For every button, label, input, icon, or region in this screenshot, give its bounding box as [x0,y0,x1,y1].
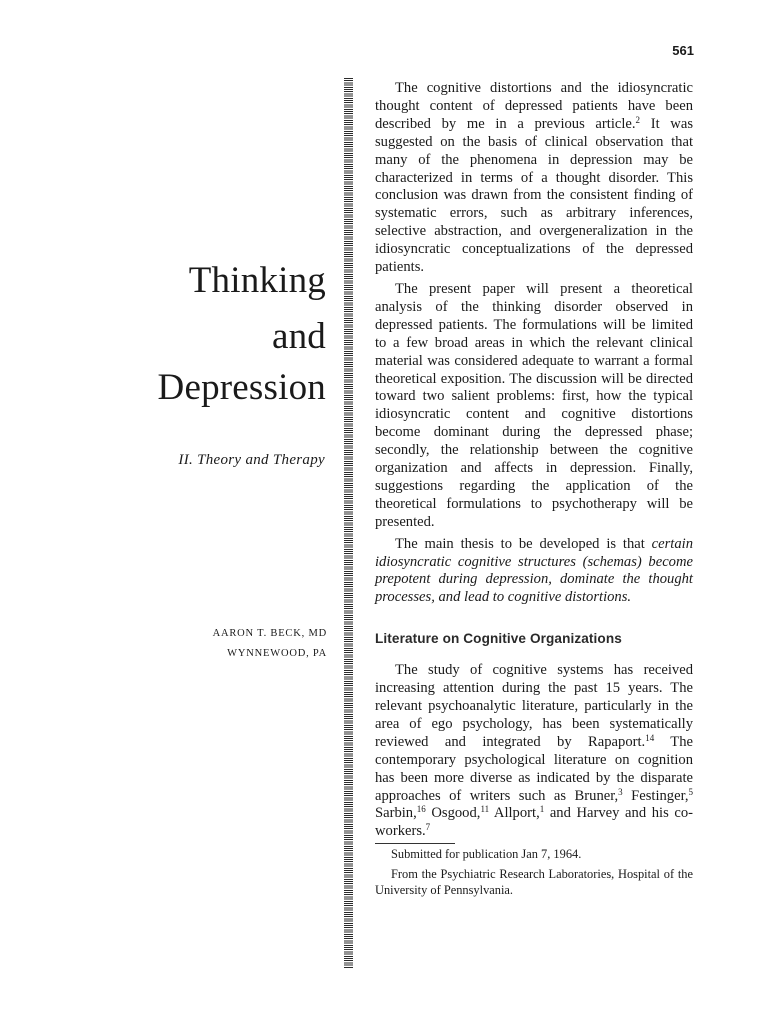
article-title-line-2: and [271,316,326,357]
body-text: Sarbin, [375,805,417,822]
footnote-divider [375,843,455,844]
body-text: The cognitive distortions and the idiosyncratic thought content of depressed patients have been described by me in a previous article. [375,80,693,132]
article-title-line-3: Depression [157,367,326,408]
body-text: Osgood, [425,805,481,822]
body-text: Allport, [489,805,540,822]
body-text: Festinger, [622,787,689,804]
body-paragraph-2: The present paper will present a theoretical analysis of the thinking disorder observed in depressed patients. The formulations will be limited to a few broad areas in which the relevant clinical material was considered adequate to warrant a formal theoretical exposition. The discussion will be directed toward two salient problems: first, how the typical idiosyncratic content and cognitive distortions become dominant during the depressed phase; secondly, the relationship between the cognitive organization and affects in depression. Finally, suggestions regarding the application of the theoretical formulations to psychotherapy will be presented. [375,280,693,530]
body-paragraph-4 [375,662,693,841]
section-heading: Literature on Cognitive Organizations [375,631,622,647]
footnote-affiliation: From the Psychiatric Research Laboratories, Hospital of the University of Pennsylvania. [375,867,693,898]
body-text: It was suggested on the basis of clinical observation that many of the phenomena in depression may be characterized in terms of a thought disorder. This conclusion was drawn from the consistent finding of systematic errors, such as arbitrary inferences, selective abstraction, and overgeneralization in the idiosyncratic conceptualizations of the depressed patients. [375,115,693,276]
reference-marker: 2 [635,114,641,125]
body-text: The main thesis to be developed is that [395,535,652,552]
article-subtitle: II. Theory and Therapy [178,452,325,468]
reference-marker: 3 [618,786,623,797]
reference-marker: 1 [539,804,545,815]
author-name: AARON T. BECK, MD [212,628,327,639]
reference-marker: 5 [688,786,693,797]
body-text: The study of cognitive systems has received increasing attention during the past 15 years. The relevant psychoanalytic literature, particularly in the area of ego psychology, has been systematically reviewed and integrated by Rapaport. [375,662,693,750]
reference-marker: 11 [480,804,490,815]
body-text: The contemporary psychological literature on cognition has been more diverse as indicated by the disparate approaches of writers such as Bruner, [375,733,693,804]
reference-marker: 7 [425,822,431,833]
footnote-submitted: Submitted for publication Jan 7, 1964. [391,847,582,862]
reference-marker: 16 [416,804,426,815]
body-text: and Harvey and his co-workers. [375,805,694,840]
thesis-statement: certain idiosyncratic cognitive structures (schemas) become prepotent during depression, dominate the thought processes, and lead to cognitive distortions. [375,535,693,606]
author-location: WYNNEWOOD, PA [227,648,327,659]
body-paragraph-1 [375,80,693,277]
article-title-line-1: Thinking [188,260,326,301]
body-paragraph-3 [375,536,693,608]
reference-marker: 14 [645,732,655,743]
page-number: 561 [672,43,694,58]
vertical-hatched-rule [344,78,353,968]
body-column [375,80,693,902]
